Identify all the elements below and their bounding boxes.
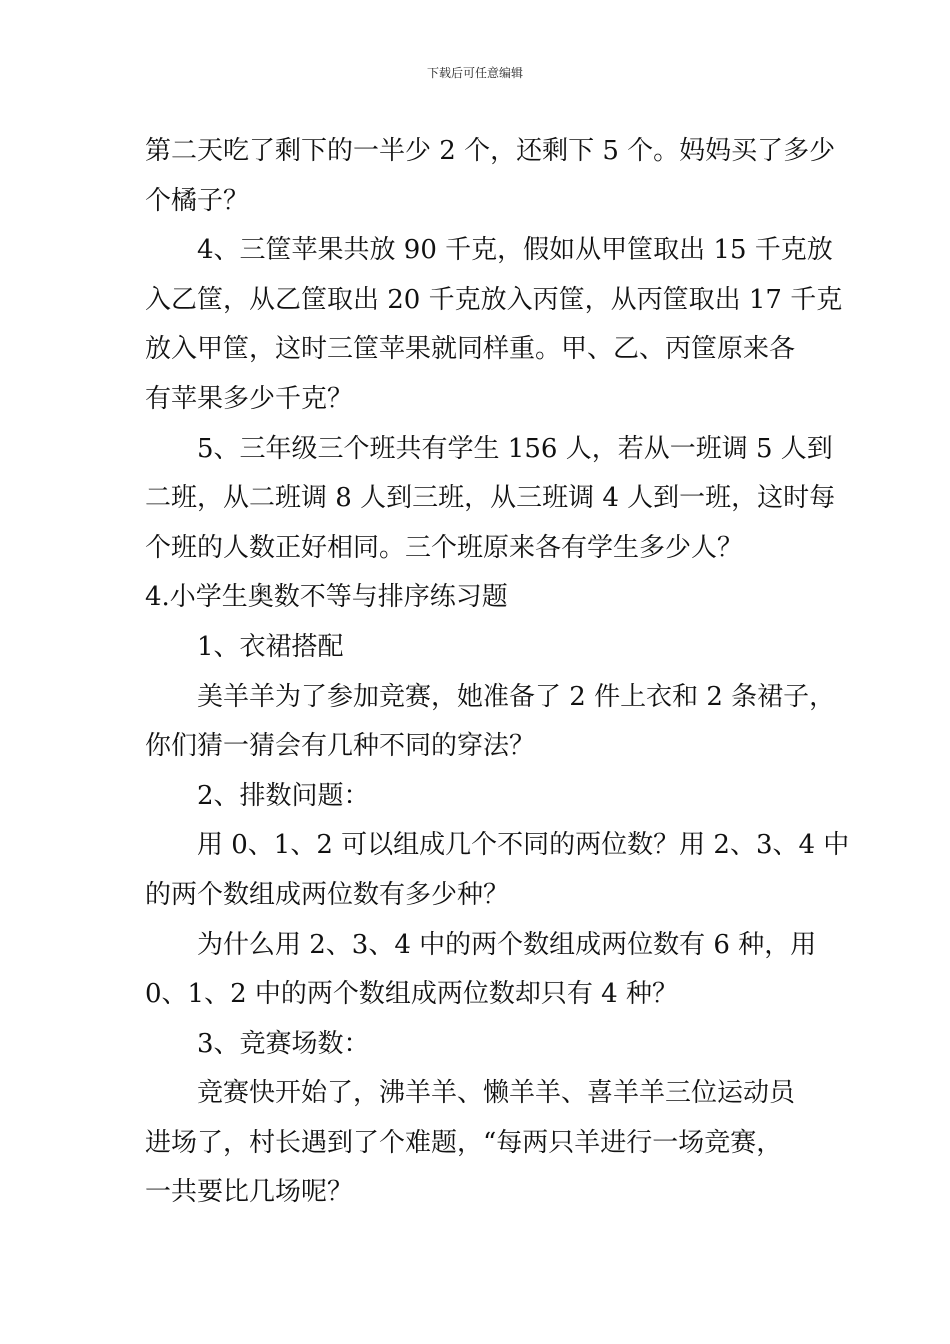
text-line: 的两个数组成两位数有多少种？	[145, 879, 510, 910]
subheading: 2、排数问题：	[197, 780, 370, 811]
text-line: 个橘子？	[145, 185, 250, 216]
text-line: 有苹果多少千克？	[145, 383, 354, 414]
section-heading: 4.小学生奥数不等与排序练习题	[145, 582, 508, 613]
subheading: 1、衣裙搭配	[197, 631, 344, 662]
text-line: 5、三年级三个班共有学生 156 人，若从一班调 5 人到	[197, 433, 833, 464]
text-line: 放入甲筐，这时三筐苹果就同样重。甲、乙、丙筐原来各	[145, 334, 796, 365]
document-body	[145, 127, 850, 1218]
text-line: 4、三筐苹果共放 90 千克，假如从甲筐取出 15 千克放	[197, 235, 833, 266]
text-line: 第二天吃了剩下的一半少 2 个，还剩下 5 个。妈妈买了多少	[145, 136, 836, 166]
text-line: 0、1、2 中的两个数组成两位数却只有 4 种？	[145, 979, 678, 1010]
text-line: 竞赛快开始了，沸羊羊、懒羊羊、喜羊羊三位运动员	[197, 1078, 796, 1109]
subheading: 3、竞赛场数：	[197, 1028, 370, 1059]
text-line: 你们猜一猜会有几种不同的穿法？	[145, 731, 536, 762]
page-header: 下载后可任意编辑	[426, 66, 523, 80]
text-line: 进场了，村长遇到了个难题，“每两只羊进行一场竞赛，	[145, 1127, 783, 1158]
text-line: 入乙筐，从乙筐取出 20 千克放入丙筐，从丙筐取出 17 千克	[145, 284, 843, 315]
text-line: 二班，从二班调 8 人到三班，从三班调 4 人到一班，这时每	[145, 483, 836, 514]
text-line: 个班的人数正好相同。三个班原来各有学生多少人？	[145, 532, 744, 563]
text-line: 为什么用 2、3、4 中的两个数组成两位数有 6 种，用	[197, 929, 817, 960]
text-line: 用 0、1、2 可以组成几个不同的两位数？用 2、3、4 中	[197, 830, 850, 861]
text-line: 一共要比几场呢？	[145, 1177, 354, 1208]
text-line: 美羊羊为了参加竞赛，她准备了 2 件上衣和 2 条裙子，	[197, 681, 836, 712]
